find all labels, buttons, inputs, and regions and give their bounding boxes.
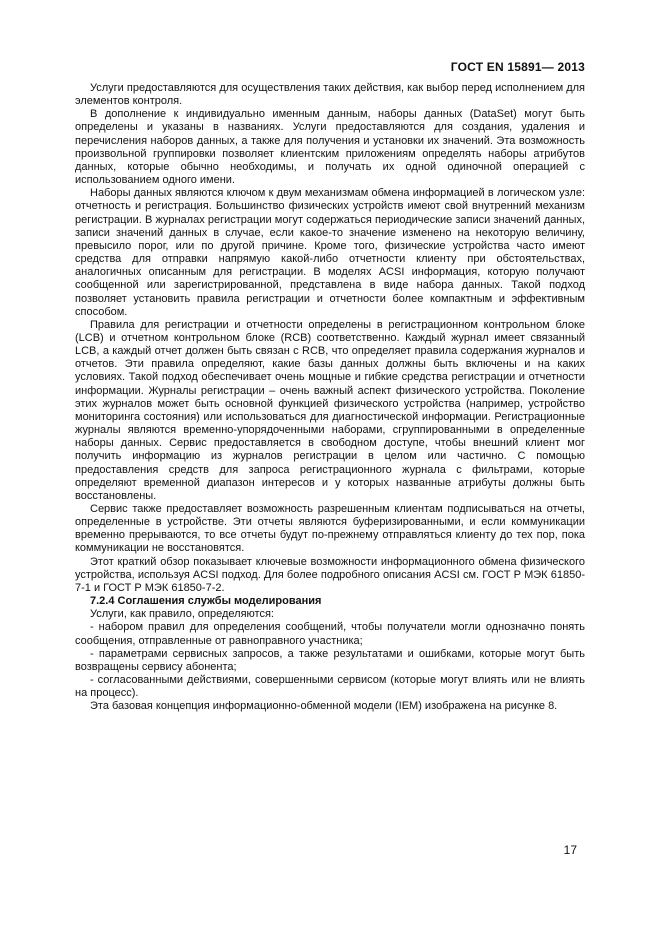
- paragraph: Сервис также предоставляет возможность разрешенным клиентам подписываться на отчеты, определенные в устройстве. Эти отчеты являются буферизированными, и если коммуникации временно прерываются, то все отчеты будут по-прежнему отправляться клиенту до тех пор, пока коммуникации не восстановятся.: [75, 503, 585, 555]
- paragraph: Услуги, как правило, определяются:: [90, 608, 274, 621]
- page-number: 17: [563, 843, 577, 857]
- list-item: - набором правил для определения сообщений, чтобы получатели могли однозначно понять сообщения, отправленные от равноправного участника;: [75, 621, 585, 647]
- paragraph: В дополнение к индивидуально именным данным, наборы данных (DataSet) могут быть определены и указаны в названиях. Услуги предоставляются для создания, удаления и перечисления наборов данных, а также для получения и установки их значений. Эта возможность произвольной группировки позволяет клиентским приложениям определять наборы атрибутов данных, которые обычно необходимы, и получать их одной одиночной операцией с использованием одного имени.: [75, 108, 585, 187]
- list-item: - согласованными действиями, совершенными сервисом (которые могут влиять или не влиять на процесс).: [75, 674, 585, 700]
- paragraph: Правила для регистрации и отчетности определены в регистрационном контрольном блоке (LCB) и отчетном контрольном блоке (RCB) соответственно. Каждый журнал имеет связанный LCB, а каждый отчет должен быть связан с RCB, что определяет правила содержания журналов и отчетов. Эти правила определяют, какие базы данных должны быть включены и на каких условиях. Такой подход обеспечивает очень мощные и гибкие средства регистрации и отчетности информации. Журналы регистрации – очень важный аспект физического устройства. Поколение этих журналов может быть основной функцией физического устройства (например, устройство мониторинга состояния) или использоваться для диагностической информации. Регистрационные журналы являются временно-упорядоченными наборами, сгруппированными в определенные наборы данных. Сервис предоставляется в свободном доступе, чтобы внешний клиент мог получить информацию из журналов регистрации в целом или частично. С помощью предоставления средств для запроса регистрационного журнала с фильтрами, которые определяют временной диапазон интересов и у которых названные атрибуты должны быть восстановлены.: [75, 318, 585, 502]
- paragraph: Эта базовая концепция информационно-обменной модели (IEM) изображена на рисунке 8.: [90, 700, 558, 713]
- paragraph: Наборы данных являются ключом к двум механизмам обмена информацией в логическом узле: отчетность и регистрация. Большинство физических устройств имеют свой внутренний механизм регистрации. В журналах регистрации могут содержаться периодические записи значений данных, записи значений данных в случае, если какое-то значение изменено на некоторую величину, превысило порог, или по другой причине. Кроме того, физические устройства часто имеют средства для отправки напрямую какой-либо отчетности клиенту при обстоятельствах, аналогичных описанным для регистрации. В моделях ACSI информация, которую получают сообщенной или зарегистрированной, представлена в виде набора данных. Такой подход позволяет установить правила регистрации и отчетности более компактным и эффективным способом.: [75, 187, 585, 318]
- document-body: [75, 82, 585, 714]
- paragraph: Услуги предоставляются для осуществления таких действия, как выбор перед исполнением для элементов контроля.: [75, 82, 585, 108]
- paragraph: Этот краткий обзор показывает ключевые возможности информационного обмена физического устройства, используя ACSI подход. Для более подробного описания ACSI см. ГОСТ Р МЭК 61850-7-1 и ГОСТ Р МЭК 61850-7-2.: [75, 555, 585, 594]
- list-item: - параметрами сервисных запросов, а также результатами и ошибками, которые могут быть возвращены сервису абонента;: [75, 647, 585, 673]
- document-header: ГОСТ EN 15891— 2013: [450, 60, 585, 74]
- section-heading: 7.2.4 Соглашения службы моделирования: [90, 595, 322, 608]
